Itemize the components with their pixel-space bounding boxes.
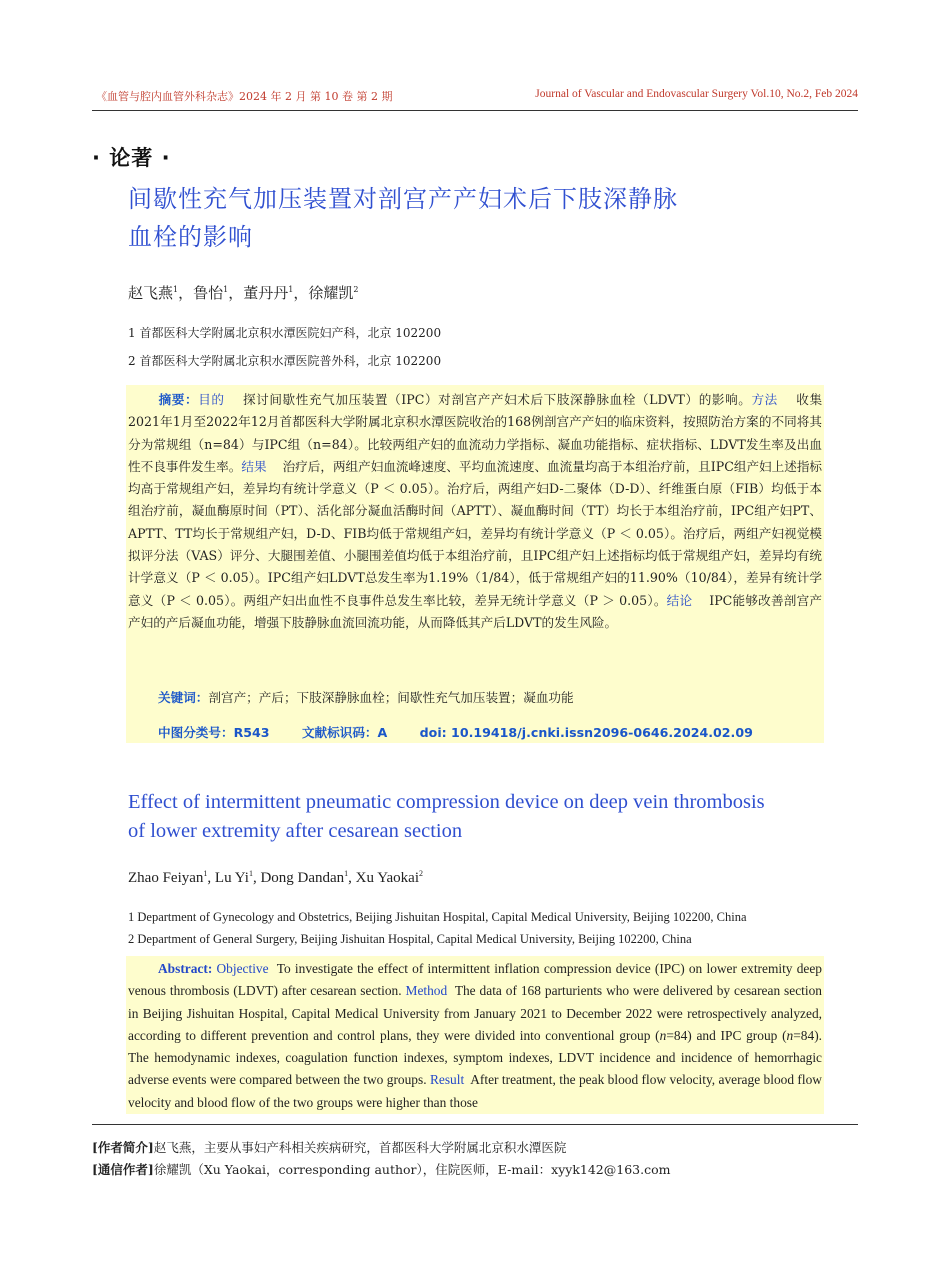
author-aff: 1 bbox=[173, 285, 179, 294]
footnote-corr-text: 徐耀凯（Xu Yaokai，corresponding author），住院医师，E-mail：xyyk142@163.com bbox=[153, 1162, 671, 1177]
abstract-cn-label: 摘要 bbox=[158, 392, 185, 407]
authors-en: Zhao Feiyan$^1$, Lu Yi$^1$, Dong Dandan$^1$, Xu Yaokai$^2$ bbox=[128, 869, 424, 886]
journal-header-cn: 《血管与腔内血管外科杂志》2024 年 2 月 第 10 卷 第 2 期 bbox=[96, 90, 393, 103]
result-label-cn: 结果 bbox=[241, 458, 267, 474]
author-aff: 1 bbox=[203, 869, 208, 878]
conclusion-label-cn: 结论 bbox=[666, 592, 693, 608]
result-text-en: After treatment, the peak blood flow velocity, average blood flow velocity and blood flow of the two groups were higher than those bbox=[128, 1072, 822, 1110]
footnote-author bbox=[92, 1138, 566, 1156]
title-cn-line2: 血栓的影响 bbox=[128, 223, 253, 251]
authors-cn: 赵飞燕$^1$，鲁怡$^1$，董丹丹$^1$，徐耀凯$^2$ bbox=[128, 284, 359, 302]
author-aff: 1 bbox=[344, 869, 349, 878]
document-code: 文献标识码：A bbox=[301, 725, 388, 740]
keywords-cn: 关键词：剖宫产；产后；下肢深静脉血栓；间歇性充气加压装置；凝血功能 bbox=[158, 690, 574, 705]
footnote-corresponding bbox=[92, 1160, 670, 1178]
author-aff: 1 bbox=[248, 869, 253, 878]
clc-number: 中图分类号：R543 bbox=[158, 725, 270, 740]
author-name: Zhao Feiyan bbox=[128, 870, 204, 886]
footnote-corr-label: [通信作者] bbox=[92, 1162, 154, 1177]
author-name: Xu Yaokai bbox=[355, 870, 420, 886]
abstract-en bbox=[128, 958, 822, 1114]
header-rule bbox=[92, 110, 858, 111]
method-text-en-2: =84) and IPC group ( bbox=[666, 1027, 787, 1043]
author-aff: 2 bbox=[419, 869, 424, 878]
title-cn bbox=[128, 180, 828, 256]
title-en-line1: Effect of intermittent pneumatic compression device on deep vein thrombosis bbox=[128, 791, 765, 813]
result-label-en: Result bbox=[429, 1072, 465, 1088]
conclusion-text-cn: IPC能够改善剖宫产产妇的产后凝血功能，增强下肢静脉血流回流功能，从而降低其产后LDVT的发生风险。 bbox=[128, 592, 823, 630]
author-name: Lu Yi bbox=[214, 870, 249, 886]
affiliation-en-2: 2 Department of General Surgery, Beijing Jishuitan Hospital, Capital Medical University, Beijing 102200, China bbox=[128, 932, 692, 946]
keywords-text: 剖宫产；产后；下肢深静脉血栓；间歇性充气加压装置；凝血功能 bbox=[208, 690, 574, 705]
title-en bbox=[128, 788, 828, 846]
footnote-rule bbox=[92, 1124, 858, 1125]
footnote-author-label: [作者简介] bbox=[92, 1140, 154, 1155]
affiliation-cn-2: 2 首都医科大学附属北京积水潭医院普外科，北京 102200 bbox=[128, 354, 442, 368]
section-label: · 论著 · bbox=[92, 146, 171, 170]
n-symbol: n bbox=[659, 1027, 667, 1043]
objective-label-en: Objective bbox=[216, 961, 269, 976]
result-text-cn: 治疗后，两组产妇血流峰速度、平均血流速度、血流量均高于本组治疗前，且IPC组产妇上述指标均高于常规组产妇，差异均有统计学意义（P ＜ 0.05）。治疗后，两组产妇D-二聚体（D-D）、纤维蛋白原（FIB）均低于本组治疗前，凝血酶原时间（PT）、活化部分凝血活酶时间（APTT）、凝血酶时间（TT）均长于本组治疗前，IPC组产妇PT、APTT、TT均长于常规组产妇，D-D、FIB均低于常规组产妇，差异均有统计学意义（P ＜ 0.05）。治疗后，两组产妇视觉模拟评分法（VAS）评分、大腿围差值、小腿围差值均低于本组治疗前，且IPC组产妇上述指标均低于常规组产妇，差异均有统计学意义（P ＜ 0.05）。IPC组产妇LDVT总发生率为1.19%（1/84），低于常规组产妇的11.90%（10/84），差异有统计学意义（P ＜ 0.05）。两组产妇出血性不良事件总发生率比较，差异无统计学意义（P ＞ 0.05）。 bbox=[128, 458, 823, 608]
method-label-en: Method bbox=[405, 983, 448, 999]
affiliation-en-1: 1 Department of Gynecology and Obstetrics, Beijing Jishuitan Hospital, Capital Medical University, Beijing 102200, China bbox=[128, 910, 747, 924]
author-name: Dong Dandan bbox=[260, 870, 345, 886]
author-name: 董丹丹 bbox=[243, 284, 289, 302]
keywords-label: 关键词 bbox=[158, 690, 196, 705]
objective-text-cn: 探讨间歇性充气加压装置（IPC）对剖宫产产妇术后下肢深静脉血栓（LDVT）的影响。 bbox=[242, 392, 752, 407]
author-name: 鲁怡 bbox=[193, 284, 224, 302]
journal-header-en: Journal of Vascular and Endovascular Surgery Vol.10, No.2, Feb 2024 bbox=[535, 88, 858, 100]
classification-row bbox=[158, 722, 781, 741]
objective-label-cn: 目的 bbox=[198, 392, 225, 407]
abstract-en-label: Abstract: bbox=[158, 961, 213, 976]
method-text-en-1: The data of 168 parturients who were delivered by cesarean section in Beijing Jishuitan Hospital, Capital Medical University from January 2021 to December 2022 were retrospectively analyzed, according to different prevention and control plans, they were divided into conventional group ( bbox=[128, 983, 822, 1043]
method-text-en-3: =84). The hemodynamic indexes, coagulation function indexes, symptom indexes, LDVT incidence and incidence of hemorrhagic adverse events were compared between the two groups. bbox=[128, 1027, 822, 1088]
author-name: 徐耀凯 bbox=[308, 284, 354, 302]
author-aff: 1 bbox=[288, 285, 294, 294]
author-aff: 1 bbox=[223, 285, 229, 294]
affiliation-cn-1: 1 首都医科大学附属北京积水潭医院妇产科，北京 102200 bbox=[128, 326, 442, 340]
abstract-cn: 摘要：目的 探讨间歇性充气加压装置（IPC）对剖宫产产妇术后下肢深静脉血栓（LDVT）的影响。方法 收集2021年1月至2022年12月首都医科大学附属北京积水潭医院收治的168例剖宫产产妇的临床资料，按照防治方案的不同将其分为常规组（n=84）与IPC组（n=84）。比较两组产妇的血流动力学指标、凝血功能指标、症状指标、LDVT发生率及出血性不良事件发生率。结果 治疗后，两组产妇血流峰速度、平均血流速度、血流量均高于本组治疗前，且IPC组产妇上述指标均高于常规组产妇，差异均有统计学意义（P ＜ 0.05）。治疗后，两组产妇D-二聚体（D-D）、纤维蛋白原（FIB）均低于本组治疗前，凝血酶原时间（PT）、活化部分凝血活酶时间（APTT）、凝血酶时间（TT）均长于本组治疗前，IPC组产妇PT、APTT、TT均长于常规组产妇，D-D、FIB均低于常规组产妇，差异均有统计学意义（P ＜ 0.05）。治疗后，两组产妇视觉模拟评分法（VAS）评分、大腿围差值、小腿围差值均低于本组治疗前，且IPC组产妇上述指标均低于常规组产妇，差异均有统计学意义（P ＜ 0.05）。IPC组产妇LDVT总发生率为1.19%（1/84），低于常规组产妇的11.90%（10/84），差异有统计学意义（P ＜ 0.05）。两组产妇出血性不良事件总发生率比较，差异无统计学意义（P ＞ 0.05）。结论 IPC能够改善剖宫产产妇的产后凝血功能，增强下肢静脉血流回流功能，从而降低其产后LDVT的发生风险。 bbox=[128, 392, 823, 630]
n-symbol: n bbox=[786, 1027, 794, 1043]
method-text-cn: 收集2021年1月至2022年12月首都医科大学附属北京积水潭医院收治的168例剖宫产产妇的临床资料，按照防治方案的不同将其分为常规组（n=84）与IPC组（n=84）。比较两组产妇的血流动力学指标、凝血功能指标、症状指标、LDVT发生率及出血性不良事件发生率。 bbox=[128, 392, 823, 474]
objective-text-en: To investigate the effect of intermittent inflation compression device (IPC) on lower extremity deep venous thrombosis (LDVT) after cesarean section. bbox=[128, 961, 822, 999]
title-en-line2: of lower extremity after cesarean section bbox=[128, 820, 463, 842]
author-name: 赵飞燕 bbox=[128, 284, 174, 302]
doi-link[interactable]: doi: 10.19418/j.cnki.issn2096-0646.2024.02.09 bbox=[419, 725, 753, 740]
footnote-author-text: 赵飞燕，主要从事妇产科相关疾病研究，首都医科大学附属北京积水潭医院 bbox=[153, 1140, 567, 1155]
title-cn-line1: 间歇性充气加压装置对剖宫产产妇术后下肢深静脉 bbox=[128, 185, 678, 213]
method-label-cn: 方法 bbox=[751, 392, 778, 407]
author-aff: 2 bbox=[353, 285, 359, 294]
